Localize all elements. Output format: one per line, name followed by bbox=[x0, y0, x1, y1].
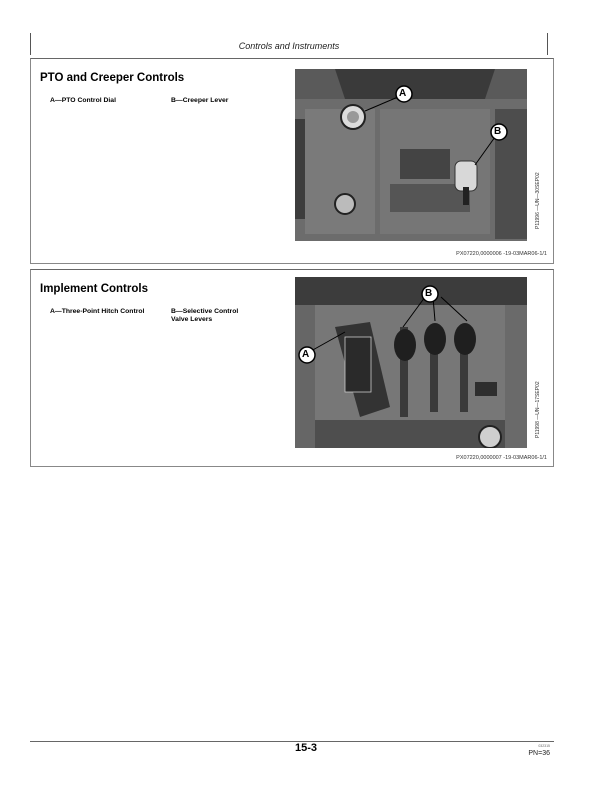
legend-item-a: A—Three-Point Hitch Control bbox=[50, 308, 145, 315]
legend-item-b: B—Creeper Lever bbox=[171, 97, 229, 104]
page-header bbox=[30, 33, 548, 55]
page-pn: PN=36 bbox=[528, 750, 550, 757]
ref-code: PX07220,0000007 -19-03MAR06-1/1 bbox=[456, 455, 547, 461]
implement-controls-photo bbox=[295, 277, 527, 448]
side-code: P11998 —UN—17SEP02 bbox=[535, 381, 541, 438]
header-title: Controls and Instruments bbox=[238, 41, 340, 51]
section-title: PTO and Creeper Controls bbox=[40, 72, 185, 84]
side-code: P11996 —UN—30SEP02 bbox=[535, 172, 541, 229]
callout-b: B bbox=[494, 126, 502, 137]
section-implement-controls bbox=[30, 269, 554, 467]
page-number: 15-3 bbox=[294, 742, 318, 754]
ref-code: PX07220,0000006 -19-03MAR06-1/1 bbox=[456, 251, 547, 257]
date-code: 032315 bbox=[538, 744, 550, 748]
callout-a: A bbox=[302, 349, 310, 360]
callout-b: B bbox=[425, 288, 433, 299]
pto-creeper-photo bbox=[295, 69, 527, 241]
legend-item-a: A—PTO Control Dial bbox=[50, 97, 116, 104]
callout-a: A bbox=[399, 88, 407, 99]
section-pto-creeper bbox=[30, 58, 554, 264]
section-title: Implement Controls bbox=[40, 283, 148, 295]
legend-item-b: B—Selective Control Valve Levers bbox=[171, 308, 239, 323]
